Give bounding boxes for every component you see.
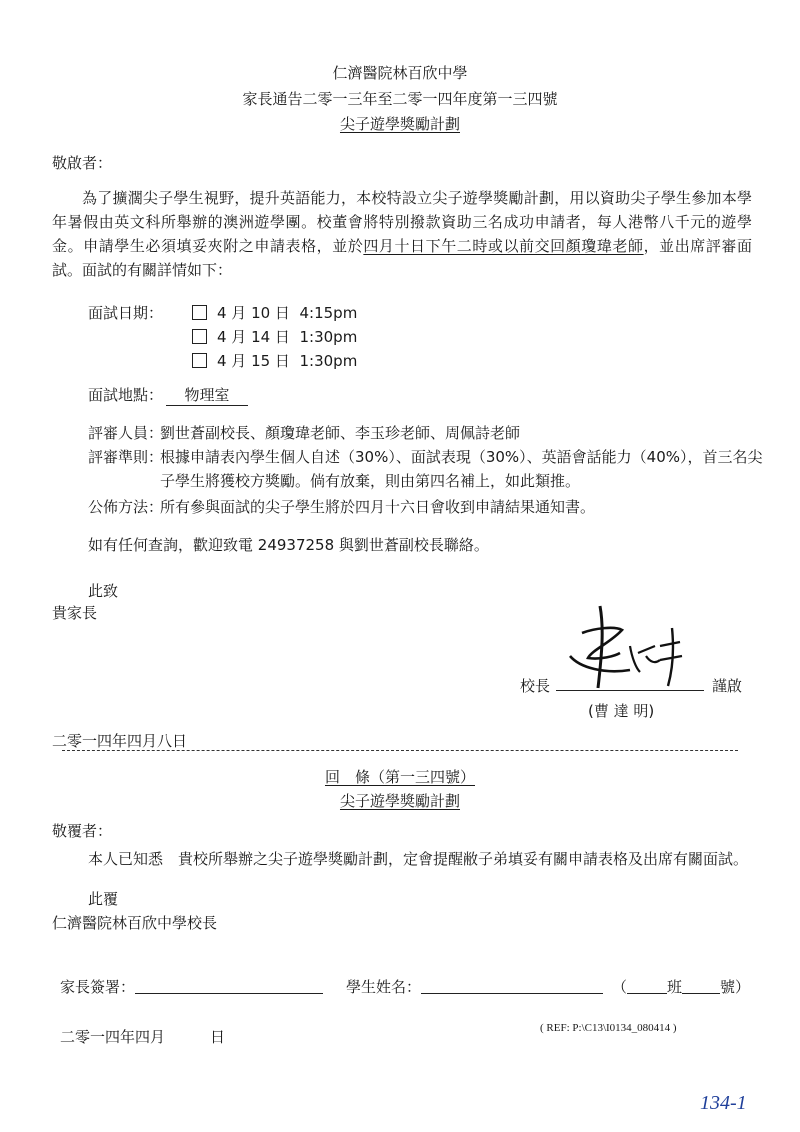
intro-paragraph [52, 186, 752, 282]
announce-label: 公佈方法： [88, 498, 164, 516]
announce-value: 所有參與面試的尖子學生將於四月十六日會收到申請結果通知書。 [160, 498, 596, 516]
notice-number: 家長通告二零一三年至二零一四年度第一三四號 [242, 90, 558, 108]
class-line[interactable] [627, 993, 667, 994]
venue-value: 物理室 [166, 384, 248, 406]
school-name: 仁濟醫院林百欣中學 [332, 64, 468, 82]
number-line[interactable] [682, 993, 720, 994]
class-label: 班 [667, 978, 683, 996]
reply-date: 二零一四年四月 日 [60, 1028, 226, 1046]
date-text: 4 月 10 日 [217, 304, 290, 322]
reply-greeting: 敬覆者： [52, 822, 113, 840]
interview-date-label: 面試日期： [88, 304, 164, 322]
deadline-text: 四月十日下午二時或以前交回顏瓊瑋老師 [363, 237, 644, 255]
reply-title [0, 766, 800, 787]
enquiry-text: 如有任何查詢，歡迎致電 24937258 與劉世蒼副校長聯絡。 [88, 536, 489, 554]
parent-signature-line[interactable] [135, 993, 323, 994]
closing-recipient: 貴家長 [52, 604, 98, 622]
date-option-3[interactable] [192, 350, 357, 371]
principal-title: 校長 [520, 677, 551, 695]
class-number-field[interactable] [612, 976, 750, 997]
reply-recipient: 仁濟醫院林百欣中學校長 [52, 914, 218, 932]
respect-text: 謹啟 [712, 677, 743, 695]
handwritten-signature [560, 598, 700, 698]
panel-label: 評審人員： [88, 424, 164, 442]
class-open-paren: （ [612, 978, 628, 996]
greeting: 敬啟者： [52, 154, 113, 172]
parent-signature-field[interactable] [60, 976, 323, 997]
intro-text-a: 為了擴濶尖子學生視野，提升英語能力，本校特設立尖子遊學獎勵計劃，用以資助尖子學生參加本學年暑假由英文科所舉辦的澳洲遊學團。校董會將特別撥款資助三名成功申請者，每人港幣八千元的遊學金。申請學生必須填妥夾附之申請表格，並於 [52, 189, 752, 255]
intro-text-b: ，並出席評審面試。面試的有關詳情如下： [52, 237, 752, 279]
reply-title-text: 回 條（第一三四號） [324, 768, 475, 786]
student-name-line[interactable] [421, 993, 603, 994]
subject-wrap [0, 113, 800, 134]
checkbox[interactable] [192, 353, 207, 368]
time-text: 1:30pm [299, 328, 358, 346]
checkbox[interactable] [192, 329, 207, 344]
reply-subtitle [0, 790, 800, 811]
reply-text: 本人已知悉 貴校所舉辦之尖子遊學獎勵計劃，定會提醒敝子弟填妥有關申請表格及出席有關面試。 [88, 850, 749, 868]
criteria-label: 評審準則： [88, 448, 164, 466]
panel-value: 劉世蒼副校長、顏瓊瑋老師、李玉珍老師、周佩詩老師 [160, 424, 521, 442]
criteria-value-2: 子學生將獲校方獎勵。倘有放棄，則由第四名補上，如此類推。 [160, 472, 581, 490]
issue-date: 二零一四年四月八日 [52, 732, 188, 750]
reply-subtitle-text: 尖子遊學獎勵計劃 [339, 792, 460, 810]
number-label: 號） [720, 978, 751, 996]
student-name-field[interactable] [346, 976, 603, 997]
reference-code: ( REF: P:\C13\I0134_080414 ) [540, 1022, 677, 1034]
time-text: 1:30pm [299, 352, 358, 370]
handwritten-page-number: 134-1 [700, 1092, 747, 1114]
criteria-value-1: 根據申請表內學生個人自述（30%）、面試表現（30%）、英語會話能力（40%），首三名尖 [160, 448, 763, 466]
student-name-label: 學生姓名： [346, 978, 422, 996]
date-option-2[interactable] [192, 326, 357, 347]
tear-off-line [62, 750, 738, 751]
date-text: 4 月 14 日 [217, 328, 290, 346]
subject-title: 尖子遊學獎勵計劃 [339, 115, 460, 133]
time-text: 4:15pm [299, 304, 358, 322]
reply-to: 此覆 [88, 890, 119, 908]
parent-signature-label: 家長簽署： [60, 978, 136, 996]
date-option-1[interactable] [192, 302, 357, 323]
date-text: 4 月 15 日 [217, 352, 290, 370]
principal-name: (曹 達 明) [588, 702, 655, 720]
closing-to: 此致 [88, 582, 119, 600]
checkbox[interactable] [192, 305, 207, 320]
venue-label: 面試地點： [88, 386, 164, 404]
